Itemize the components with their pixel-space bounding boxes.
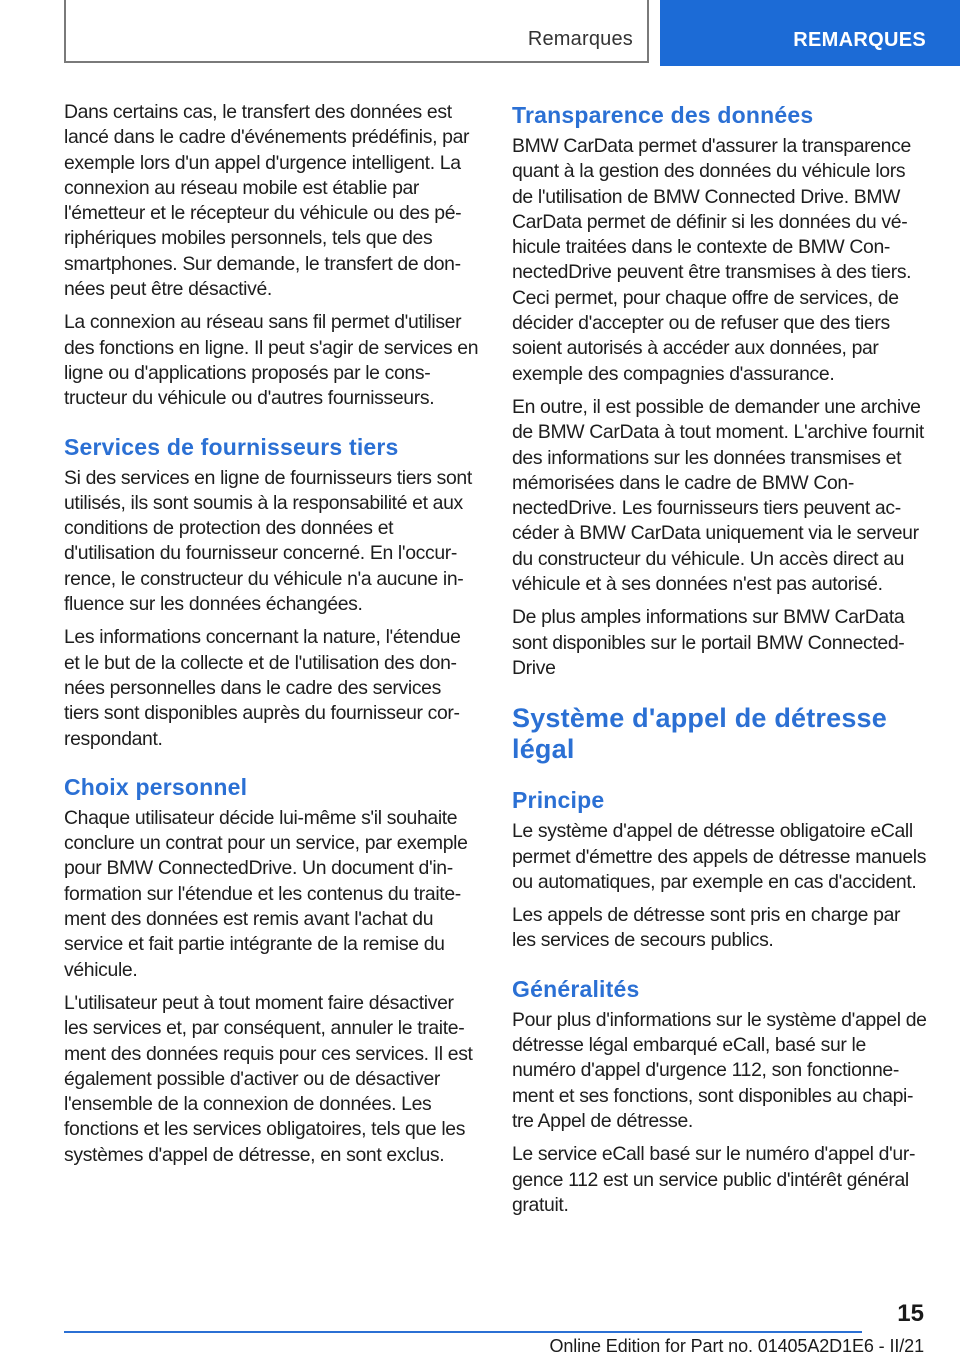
paragraph: Chaque utilisateur décide lui-même s'il souhaite conclure un contrat pour un service, par exemple pour BMW ConnectedDrive. Un document d'information sur l'étendue et les contenus du traitement des données est remis avant l'achat du service et fait partie intégrante de la remise du véhicule. bbox=[64, 806, 468, 981]
paragraph: Le système d'appel de détresse obligatoire eCall permet d'émettre des appels de détresse manuels ou automatiques, par exemple en cas d'accident. bbox=[512, 820, 927, 893]
heading-systeme-appel-detresse: Système d'appel de détresse légal bbox=[512, 703, 887, 765]
header-section-title: Remarques bbox=[527, 28, 633, 50]
paragraph: Pour plus d'informations sur le système d'appel de détresse légal embarqué eCall, basé sur le numéro d'appel d'urgence 112, son fonctionnement et ses fonctions, sont disponibles au chapitre Appel de détresse. bbox=[512, 1008, 927, 1132]
paragraph: En outre, il est possible de demander une archive de BMW CarData à tout moment. L'archive fournit des informations sur les données transmises et mémorisées dans le cadre de BMW ConnectedDrive. Les fournisseurs tiers peuvent accéder à BMW CarData uniquement via le serveur du constructeur du véhicule. Un accès direct au véhicule et à ses données n'est pas autorisé. bbox=[512, 395, 924, 596]
heading-choix-personnel: Choix personnel bbox=[64, 773, 248, 800]
paragraph: BMW CarData permet d'assurer la transparence quant à la gestion des données du véhicule lors de l'utilisation de BMW Connected Drive. BMW CarData permet de définir si les données du véhicule traitées dans le contexte de BMW ConnectedDrive peuvent être transmises à des tiers. Ceci permet, pour chaque offre de services, de décider d'accepter ou de refuser que des tiers soient autorisés à accéder aux données, par exemple des compagnies d'assurance. bbox=[512, 135, 912, 385]
paragraph: Les informations concernant la nature, l'étendue et le but de la collecte et de l'utilisation des données personnelles dans le cadre des services tiers sont disponibles auprès du fournisseur correspondant. bbox=[64, 626, 461, 750]
header-chapter-tab-label: REMARQUES bbox=[793, 29, 926, 51]
header-section-box bbox=[64, 0, 649, 63]
right-column bbox=[512, 100, 928, 1226]
paragraph: De plus amples informations sur BMW CarData sont disponibles sur le portail BMW ConnectedDrive bbox=[512, 606, 905, 679]
footer-divider bbox=[64, 1331, 862, 1333]
header-chapter-tab bbox=[660, 0, 960, 66]
paragraph: Si des services en ligne de fournisseurs tiers sont utilisés, ils sont soumis à la responsabilité et aux conditions de protection des données et d'utilisation du fournisseur concerné. En l'occurrence, le constructeur du véhicule n'a aucune influence sur les données échangées. bbox=[64, 466, 472, 616]
heading-transparence: Transparence des données bbox=[512, 102, 814, 128]
paragraph: La connexion au réseau sans fil permet d'utiliser des fonctions en ligne. Il peut s'agir de services en ligne ou d'applications proposés par le constructeur du véhicule ou d'autres fournisseurs. bbox=[64, 311, 479, 410]
left-column bbox=[64, 100, 480, 1176]
heading-generalites: Généralités bbox=[512, 975, 640, 1002]
heading-principe: Principe bbox=[512, 787, 605, 814]
paragraph: Les appels de détresse sont pris en charge par les services de secours publics. bbox=[512, 904, 901, 952]
paragraph: L'utilisateur peut à tout moment faire désactiver les services et, par conséquent, annuler le traitement des données requis pour ces services. Il est également possible d'activer ou de désactiver l'ensemble de la connexion de données. Les fonctions et les services obligatoires, tels que les systèmes d'appel de détresse, en sont exclus. bbox=[64, 991, 473, 1166]
footer-edition: Online Edition for Part no. 01405A2D1E6 - II/21 bbox=[549, 1336, 924, 1356]
page-number: 15 bbox=[897, 1300, 924, 1327]
page-header bbox=[0, 0, 960, 66]
heading-services-tiers: Services de fournisseurs tiers bbox=[64, 433, 399, 460]
paragraph: Dans certains cas, le transfert des données est lancé dans le cadre d'événements prédéfinis, par exemple lors d'un appel d'urgence intelligent. La connexion au réseau mobile est établie par l'émetteur et le récepteur du véhicule ou des périphériques mobiles personnels, tels que des smartphones. Sur demande, le transfert de données peut être désactivé. bbox=[64, 101, 470, 301]
paragraph: Le service eCall basé sur le numéro d'appel d'urgence 112 est un service public d'intérêt général gratuit. bbox=[512, 1143, 916, 1216]
